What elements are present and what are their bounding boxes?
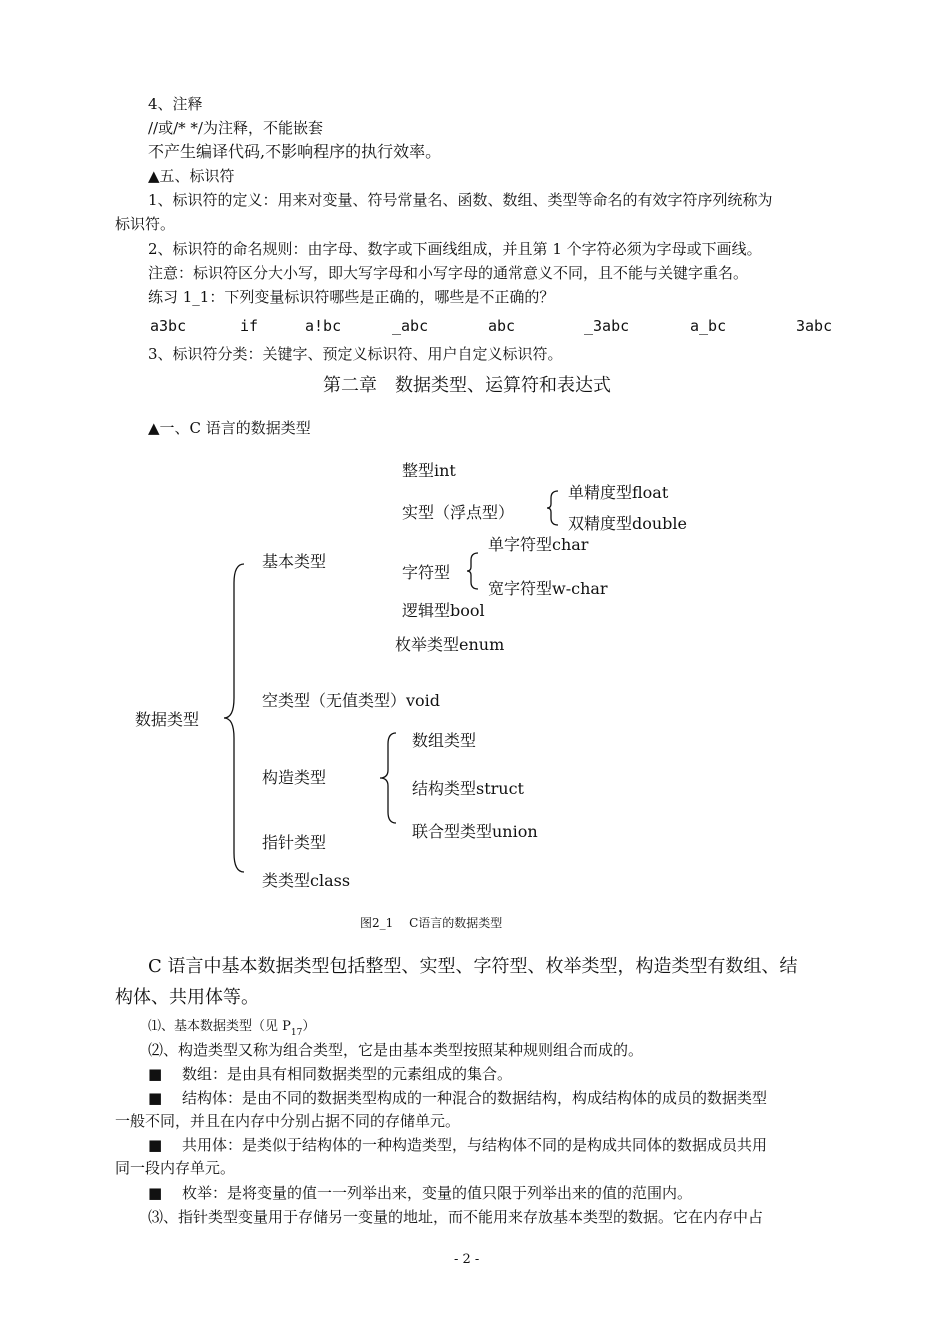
bullet-struct: ■ 结构体：是由不同的数据类型构成的一种混合的数据结构，构成结构体的成员的数据类型	[148, 1089, 767, 1107]
identifier-item: a_bc	[690, 317, 727, 335]
node-int: 整型int	[402, 461, 456, 480]
bullet-struct-cont: 一般不同，并且在内存中分别占据不同的存储单元。	[115, 1112, 461, 1130]
node-class: 类类型class	[262, 871, 351, 890]
node-double: 双精度型double	[568, 514, 688, 533]
bullet-array: ■ 数组：是由具有相同数据类型的元素组成的集合。	[148, 1065, 512, 1083]
identifier-item: abc	[488, 317, 516, 335]
identifier-item: a3bc	[150, 317, 187, 335]
identifier-item: 3abc	[796, 317, 833, 335]
node-void: 空类型（无值类型）void	[262, 691, 441, 710]
identifier-item: a!bc	[305, 317, 342, 335]
bullet-icon: ■	[148, 1089, 163, 1107]
node-wchar: 宽字符型w-char	[488, 579, 608, 598]
node-enum: 枚举类型enum	[395, 635, 505, 654]
identifier-item: if	[240, 317, 259, 335]
node-array: 数组类型	[412, 731, 477, 750]
comment-syntax: //或/* */为注释，不能嵌套	[148, 119, 323, 137]
node-real: 实型（浮点型）	[402, 503, 515, 522]
bullet-union-cont: 同一段内存单元。	[115, 1159, 236, 1177]
identifier-rules: 2、标识符的命名规则：由字母、数字或下画线组成，并且第 1 个字符必须为字母或下画线。	[148, 240, 762, 258]
item-construct-types: ⑵、构造类型又称为组合类型，它是由基本类型按照某种规则组合而成的。	[148, 1041, 644, 1059]
section1-heading: ▲一、C 语言的数据类型	[148, 419, 311, 437]
identifier-item: _abc	[392, 317, 429, 335]
bullet-icon: ■	[148, 1184, 163, 1202]
node-root: 数据类型	[135, 710, 200, 729]
node-float: 单精度型float	[568, 483, 669, 502]
bullet-icon: ■	[148, 1136, 163, 1154]
identifier-definition-cont: 标识符。	[115, 215, 176, 233]
item-pointer-types: ⑶、指针类型变量用于存储另一变量的地址，而不能用来存放基本类型的数据。它在内存中占	[148, 1208, 764, 1226]
bullet-union: ■ 共用体：是类似于结构体的一种构造类型，与结构体不同的是构成共同体的数据成员共用	[148, 1136, 767, 1154]
node-pointer: 指针类型	[262, 833, 327, 852]
root-brace	[222, 563, 246, 873]
node-struct: 结构类型struct	[412, 779, 524, 798]
item-basic-types: ⑴、基本数据类型（见 $P_{17}$）	[148, 1019, 316, 1038]
intro-paragraph: C 语言中基本数据类型包括整型、实型、字符型、枚举类型，构造类型有数组、结	[148, 956, 798, 977]
section5-heading: ▲五、标识符	[148, 167, 235, 185]
chapter-title: 第二章 数据类型、运算符和表达式	[323, 375, 611, 396]
comment-effect: 不产生编译代码,不影响程序的执行效率。	[148, 142, 442, 161]
construct-brace	[378, 732, 398, 824]
identifier-note: 注意：标识符区分大小写，即大写字母和小写字母的通常意义不同，且不能与关键字重名。	[148, 264, 749, 282]
node-construct: 构造类型	[262, 768, 327, 787]
node-basic: 基本类型	[262, 552, 327, 571]
bullet-enum: ■ 枚举：是将变量的值一一列举出来，变量的值只限于列举出来的值的范围内。	[148, 1184, 692, 1202]
identifier-categories: 3、标识符分类：关键字、预定义标识符、用户自定义标识符。	[148, 345, 563, 363]
section4-heading: 4、注释	[148, 95, 203, 113]
page-number: - 2 -	[454, 1252, 480, 1267]
bullet-icon: ■	[148, 1065, 163, 1083]
node-bool: 逻辑型bool	[402, 601, 485, 620]
node-union: 联合型类型union	[412, 822, 538, 841]
exercise-prompt: 练习 1_1：下列变量标识符哪些是正确的，哪些是不正确的？	[148, 288, 555, 306]
identifier-definition: 1、标识符的定义：用来对变量、符号常量名、函数、数组、类型等命名的有效字符序列统称为	[148, 191, 773, 209]
figure-caption: 图2_1 C语言的数据类型	[360, 916, 503, 930]
char-brace	[466, 552, 480, 590]
node-char: 单字符型char	[488, 535, 589, 554]
identifier-item: _3abc	[584, 317, 630, 335]
real-brace	[546, 490, 560, 526]
intro-paragraph-cont: 构体、共用体等。	[115, 987, 259, 1008]
node-char-type: 字符型	[402, 563, 451, 582]
